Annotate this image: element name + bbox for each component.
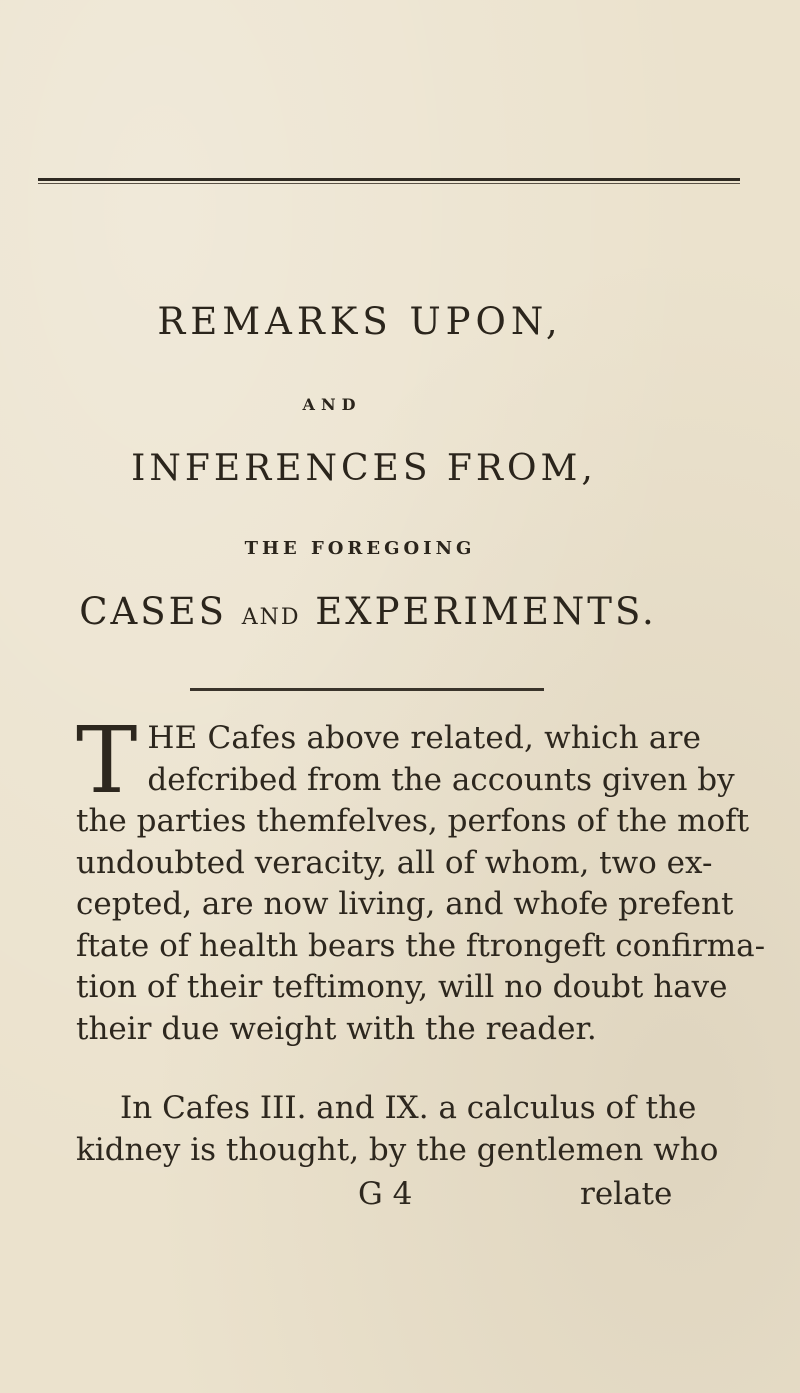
heading-experiments: EXPERIMENTS. bbox=[315, 590, 657, 633]
section-rule bbox=[190, 688, 544, 691]
paragraph-1-line: the parties themfelves, perfons of the moft bbox=[76, 803, 750, 839]
heading-and: AND bbox=[302, 395, 362, 414]
heading-inferences: INFERENCES FROM, bbox=[131, 448, 597, 489]
paragraph-1-line: tion of their teftimony, will no doubt have bbox=[76, 969, 728, 1005]
paragraph-1-line: undoubted veracity, all of whom, two ex- bbox=[76, 844, 713, 881]
heading-cases-experiments bbox=[0, 590, 768, 633]
drop-cap: T bbox=[76, 707, 138, 814]
heading-remarks: REMARKS UPON, bbox=[157, 300, 563, 343]
paragraph-1-line: HE Cafes above related, which are bbox=[147, 720, 702, 756]
top-rule bbox=[38, 178, 740, 181]
paragraph-1 bbox=[76, 707, 766, 1050]
catchword: relate bbox=[580, 1176, 673, 1212]
top-rule-thin bbox=[38, 183, 740, 184]
heading-foregoing: THE FOREGOING bbox=[244, 538, 476, 559]
paragraph-1-line: ftate of health bears the ftrongeft confirma- bbox=[76, 927, 766, 964]
paragraph-2 bbox=[76, 1088, 719, 1171]
signature-mark: G 4 bbox=[358, 1176, 413, 1212]
paragraph-1-line: cepted, are now living, and whofe prefent bbox=[76, 886, 734, 922]
heading-and-small: AND bbox=[241, 605, 301, 630]
paragraph-1-line: their due weight with the reader. bbox=[76, 1010, 597, 1047]
paragraph-2-line: kidney is thought, by the gentlemen who bbox=[76, 1131, 719, 1168]
paragraph-1-line: defcribed from the accounts given by bbox=[147, 761, 735, 798]
paragraph-2-line: In Cafes III. and IX. a calculus of the bbox=[120, 1090, 697, 1126]
heading-cases: CASES bbox=[79, 590, 227, 633]
